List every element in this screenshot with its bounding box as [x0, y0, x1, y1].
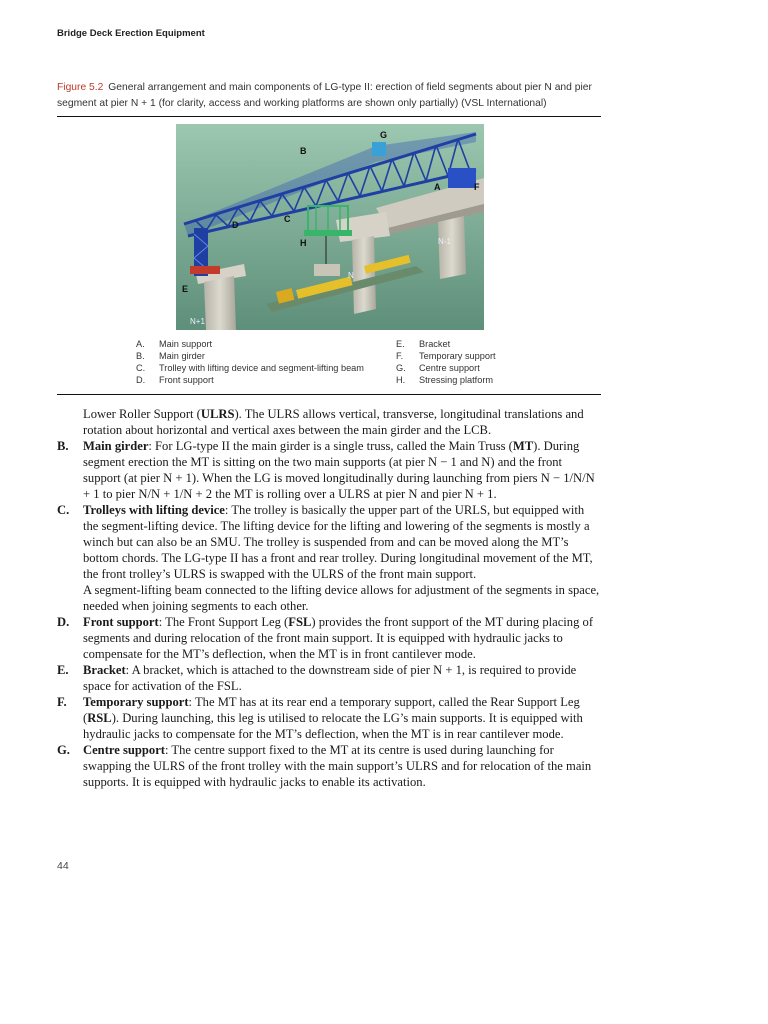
- text-run: Lower Roller Support (: [83, 407, 201, 421]
- legend-item: [396, 338, 496, 350]
- item-letter: F.: [57, 695, 67, 709]
- pier-n-plus-1: [204, 276, 236, 330]
- item-letter: E.: [57, 663, 69, 677]
- legend-key: G.: [396, 363, 406, 373]
- tag-n-minus-1: N-1: [438, 237, 451, 246]
- legend-item: [136, 338, 364, 350]
- caption-rule: [57, 116, 601, 117]
- legend-item: [396, 374, 496, 386]
- legend-item: [396, 362, 496, 374]
- text-run: : The centre support fixed to the MT at its centre is used during launching for swapping the ULRS of the front trolley with the main support’s ULRS and for relocation of the main supports. It is equipped with hydraulic jacks to enable its activation.: [83, 743, 592, 789]
- legend-key: B.: [136, 351, 145, 361]
- text-run: : For LG-type II the main girder is a single truss, called the Main Truss (: [148, 439, 513, 453]
- pier-n: [352, 236, 376, 314]
- segment-on-trailer: [314, 264, 340, 276]
- tag-a: A: [434, 182, 441, 192]
- term: Front support: [83, 615, 159, 629]
- item-g: [57, 742, 602, 790]
- text-run: : The MT has at its rear end a temporary support, called the Rear Support Leg (: [83, 695, 580, 725]
- item-f: [57, 694, 602, 742]
- term: Main girder: [83, 439, 149, 453]
- text-run: ) provides the front support of the MT during placing of segments and during relocation of the front main support. It is equipped with hydraulic jacks to compensate for the MT’s deflection, when the MT is in front cantilever mode.: [83, 615, 594, 661]
- figure-label: Figure 5.2: [57, 82, 104, 93]
- item-letter: G.: [57, 743, 70, 757]
- main-support: [448, 168, 476, 188]
- bridge-illustration: [176, 124, 484, 330]
- text-run: : A bracket, which is attached to the downstream side of pier N + 1, is required to provide space for activation of the FSL.: [83, 663, 577, 693]
- item-e: [57, 662, 602, 694]
- term: Bracket: [83, 663, 126, 677]
- tag-b: B: [300, 146, 307, 156]
- tag-d: D: [232, 220, 239, 230]
- legend-right: [396, 338, 496, 386]
- bridge-illustration-svg: [176, 124, 484, 330]
- running-head: Bridge Deck Erection Equipment: [57, 28, 205, 39]
- legend-text: Front support: [159, 375, 214, 385]
- legend-text: Main support: [159, 339, 213, 349]
- text-run: ). During launching, this leg is utilised to relocate the LG’s main supports. It is equipped with hydraulic jacks to compensate for the MT’s deflection, when the MT is in rear cantilever mode.: [83, 711, 583, 741]
- item-letter: D.: [57, 615, 70, 629]
- legend-key: H.: [396, 375, 406, 385]
- legend-text: Stressing platform: [419, 375, 494, 385]
- legend-text: Main girder: [159, 351, 205, 361]
- body-text: [57, 406, 602, 790]
- figure-caption: [57, 80, 605, 111]
- text-run: : The trolley is basically the upper part of the URLS, but equipped with the segment-lifting device. The lifting device for the lifting and lowering of the segments is mostly a winch but can also be an SMU. The trolley is suspended from and can be moved along the MT’s bottom chords. The LG-type II has a front and rear trolley. During longitudinal movement of the MT, the front trolley’s ULRS is swapped with the ULRS of the front main support.: [83, 503, 593, 581]
- legend-item: [396, 350, 496, 362]
- legend-item: [136, 374, 364, 386]
- term: MT: [512, 439, 534, 453]
- legend-text: Bracket: [419, 339, 451, 349]
- term: Centre support: [83, 743, 165, 757]
- legend-text: Centre support: [419, 363, 480, 373]
- centre-support: [372, 142, 386, 156]
- text-run: ). During segment erection the MT is sitting on the two main supports (at pier N − 1 and N) and the front support (at pier N + 1). When the LG is moved longitudinally during launching from piers N − 1/N/N + 1 to pier N/N + 1/N + 2 the MT is rolling over a ULRS at pier N and pier N + 1.: [83, 439, 595, 501]
- figure-bottom-rule: [57, 394, 601, 395]
- term: Trolleys with lifting device: [83, 503, 225, 517]
- figure-caption-text: General arrangement and main components of LG-type II: erection of field segments about pier N and pier segment at pier N + 1 (for clarity, access and working platforms are shown only partially) (VSL International): [57, 82, 592, 109]
- tag-c: C: [284, 214, 291, 224]
- text-run: ). The ULRS allows vertical, transverse, longitudinal translations and rotation about horizontal and vertical axes between the main girder and the LCB.: [83, 407, 584, 437]
- legend-key: C.: [136, 363, 146, 373]
- legend-text: Trolley with lifting device and segment-lifting beam: [159, 363, 364, 373]
- tag-n-plus-1: N+1: [190, 317, 205, 326]
- tag-g: G: [380, 130, 388, 140]
- legend-key: A.: [136, 339, 145, 349]
- term: ULRS: [200, 407, 235, 421]
- legend-item: [136, 350, 364, 362]
- item-c: [57, 502, 602, 614]
- item-b: [57, 438, 602, 502]
- tag-n: N: [348, 271, 354, 280]
- item-letter: B.: [57, 439, 69, 453]
- legend-left: [136, 338, 364, 386]
- term: RSL: [87, 711, 112, 725]
- intro-paragraph: [57, 406, 602, 438]
- term: Temporary support: [83, 695, 189, 709]
- item-d: [57, 614, 602, 662]
- pier-n-minus-1: [438, 216, 466, 279]
- page-number: 44: [57, 860, 69, 872]
- legend-text: Temporary support: [419, 351, 496, 361]
- tag-h: H: [300, 238, 307, 248]
- tag-f: F: [474, 182, 480, 192]
- legend-key: F.: [396, 351, 404, 361]
- legend-item: [136, 362, 364, 374]
- legend-key: E.: [396, 339, 405, 349]
- legend-key: D.: [136, 375, 146, 385]
- term: FSL: [288, 615, 312, 629]
- tag-e: E: [182, 284, 189, 294]
- item-letter: C.: [57, 503, 70, 517]
- text-run: : The Front Support Leg (: [158, 615, 289, 629]
- text-run: A segment-lifting beam connected to the lifting device allows for adjustment of the segments in space, needed when joining segments to each other.: [83, 583, 600, 613]
